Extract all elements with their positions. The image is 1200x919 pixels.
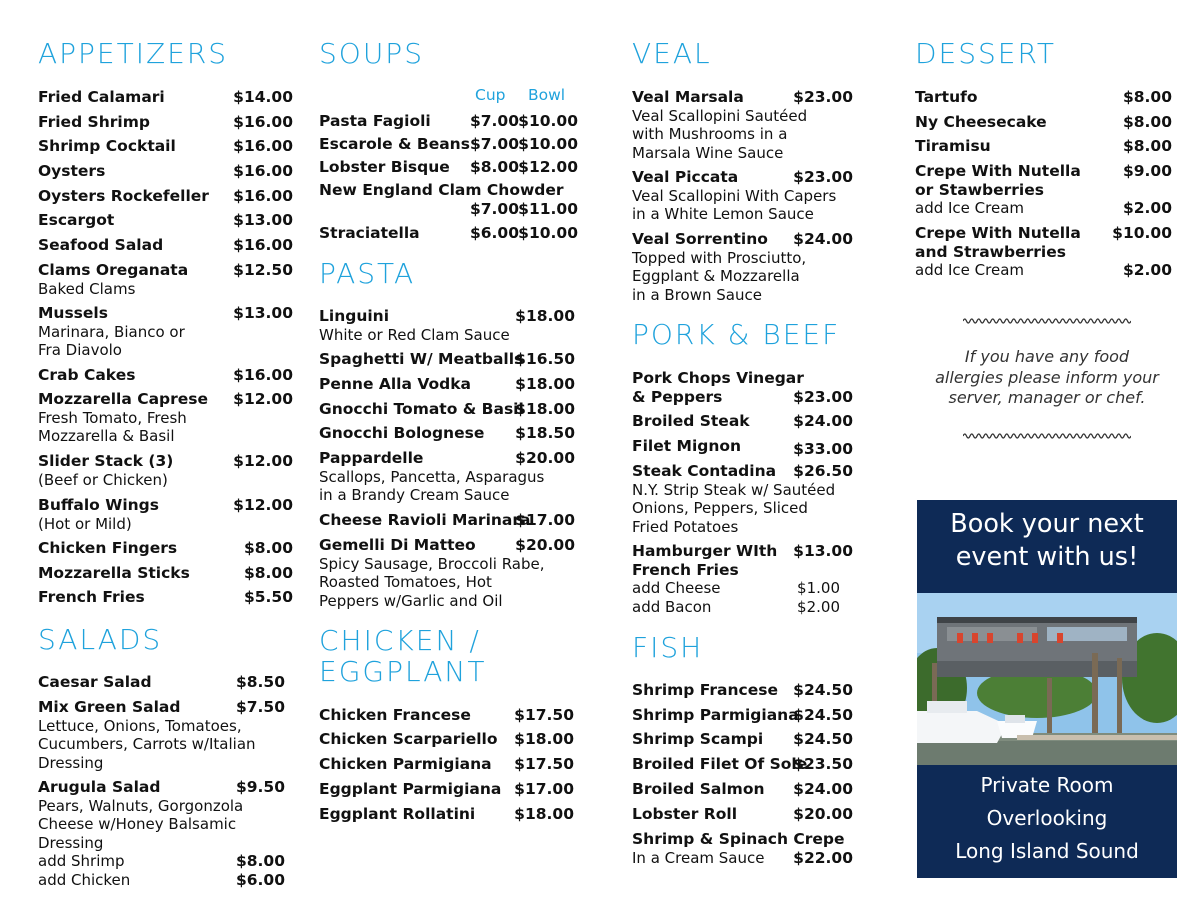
promo-subline-line: Long Island Sound [955, 839, 1139, 863]
menu-item-price: $16.00 [233, 162, 293, 180]
wave-divider-top-icon [963, 316, 1131, 326]
promo-headline-line: event with us! [955, 542, 1139, 572]
menu-item-price: $13.00 [793, 542, 853, 560]
menu-item-price: $23.00 [793, 168, 853, 186]
menu-item-price: $8.00 [243, 539, 293, 557]
menu-item-name: Filet Mignon [632, 437, 742, 455]
menu-item-price: $5.50 [243, 588, 293, 606]
menu-item-name: French Fries [632, 560, 739, 579]
soup-cup-price: $6.00 [469, 224, 519, 242]
menu-item-price: $23.50 [793, 755, 853, 773]
menu-item-price: $18.00 [515, 400, 575, 418]
menu-item-name: Pappardelle [319, 449, 424, 467]
menu-item-price: $20.00 [515, 536, 575, 554]
menu-item-name: Caesar Salad [38, 673, 152, 691]
menu-item-price: $17.50 [514, 706, 574, 724]
menu-item-name: Oysters Rockefeller [38, 187, 209, 205]
section-title-pasta: PASTA [319, 257, 416, 290]
menu-item-name: Ny Cheesecake [915, 113, 1047, 131]
menu-item-description: Topped with Prosciutto, [632, 248, 807, 267]
menu-item-price: $23.00 [793, 88, 853, 106]
soup-bowl-price: $10.00 [518, 135, 578, 153]
soup-bowl-label: Bowl [528, 86, 566, 104]
menu-item-price: $23.00 [793, 388, 853, 406]
menu-item-name: New England Clam Chowder [319, 181, 564, 199]
soup-bowl-price: $12.00 [518, 158, 578, 176]
menu-item-price: $18.50 [515, 424, 575, 442]
addon-name: add Bacon [632, 598, 712, 616]
menu-item-description: Veal Scallopini With Capers [632, 186, 837, 205]
menu-item-name: Chicken Scarpariello [319, 730, 498, 748]
menu-item-description: Dressing [38, 833, 104, 852]
menu-item-price: $18.00 [515, 307, 575, 325]
menu-item-name: Steak Contadina [632, 462, 777, 480]
menu-item-description: Spicy Sausage, Broccoli Rabe, [319, 554, 545, 573]
menu-item-name: Crepe With Nutella [915, 224, 1081, 242]
menu-item-name: Gnocchi Tomato & Basil [319, 400, 524, 418]
menu-item-price: $16.00 [233, 187, 293, 205]
section-title-veal: VEAL [632, 37, 712, 70]
menu-item-description: Baked Clams [38, 279, 136, 298]
menu-item-description: with Mushrooms in a [632, 125, 788, 143]
menu-item-name: Tiramisu [915, 137, 991, 155]
menu-item-price: $33.00 [793, 440, 853, 458]
menu-item-description: Pears, Walnuts, Gorgonzola [38, 796, 244, 815]
menu-item-price: $16.00 [233, 137, 293, 155]
menu-item-description: Scallops, Pancetta, Asparagus [319, 467, 545, 486]
menu-item-name: Shrimp Cocktail [38, 137, 176, 155]
menu-item-price: $8.00 [1122, 137, 1172, 155]
menu-item-name: Oysters [38, 162, 106, 180]
menu-item-description: Lettuce, Onions, Tomatoes, [38, 716, 242, 735]
menu-item-price: $13.00 [233, 304, 293, 322]
menu-item-name: or Stawberries [915, 180, 1044, 199]
menu-item-description: Cucumbers, Carrots w/Italian [38, 735, 256, 753]
menu-item-description: Onions, Peppers, Sliced [632, 499, 808, 517]
addon-price: $8.00 [235, 852, 285, 870]
menu-item-name: Chicken Fingers [38, 539, 178, 557]
menu-item-name: Shrimp Scampi [632, 730, 764, 748]
event-promo-panel [917, 500, 1177, 878]
menu-item-name: Mussels [38, 304, 108, 322]
section-title-pork-beef: PORK & BEEF [632, 318, 841, 351]
menu-item-description: Veal Scallopini Sautéed [632, 106, 808, 125]
promo-subline [917, 769, 1177, 868]
menu-item-name: Slider Stack (3) [38, 452, 174, 470]
menu-item-name: Crepe With Nutella [915, 162, 1081, 180]
menu-item-price: $8.00 [243, 564, 293, 582]
section-title-appetizers: APPETIZERS [38, 37, 229, 70]
menu-item-description: Fried Potatoes [632, 517, 739, 536]
menu-item-description: Dressing [38, 753, 104, 772]
promo-headline [917, 508, 1177, 574]
menu-item-price: $16.00 [233, 236, 293, 254]
menu-item-name: Arugula Salad [38, 778, 161, 796]
allergy-note-line: If you have any food [964, 347, 1130, 366]
menu-item-price: $20.00 [515, 449, 575, 467]
menu-item-description: White or Red Clam Sauce [319, 325, 510, 344]
menu-item-name: Gnocchi Bolognese [319, 424, 485, 442]
menu-item-price: $24.50 [793, 706, 853, 724]
menu-item-price: $12.00 [233, 390, 293, 408]
addon-name: add Cheese [632, 579, 721, 597]
menu-item-name: Veal Sorrentino [632, 230, 768, 248]
menu-item-price: $8.00 [1122, 88, 1172, 106]
menu-item-description: in a White Lemon Sauce [632, 205, 814, 223]
addon-name: add Ice Cream [915, 199, 1025, 217]
promo-subline-line: Overlooking [986, 806, 1108, 830]
menu-item-name: Penne Alla Vodka [319, 375, 471, 393]
menu-item-description: Eggplant & Mozzarella [632, 267, 800, 285]
menu-item-name: Clams Oreganata [38, 261, 189, 279]
menu-item-name: Tartufo [915, 88, 978, 106]
menu-item-name: Veal Marsala [632, 88, 744, 106]
section-title-chicken-line2: EGGPLANT [319, 655, 487, 688]
menu-item-name: Straciatella [319, 224, 420, 242]
menu-item-price: $24.50 [793, 730, 853, 748]
menu-item-name: Cheese Ravioli Marinara [319, 511, 531, 529]
menu-item-name: Escargot [38, 211, 115, 229]
menu-item-price: $17.00 [514, 780, 574, 798]
menu-item-name: Chicken Francese [319, 706, 471, 724]
menu-item-price: $8.50 [235, 673, 285, 691]
soup-cup-price: $7.00 [469, 135, 519, 153]
menu-item-name: Veal Piccata [632, 168, 739, 186]
menu-item-description: Marsala Wine Sauce [632, 143, 784, 162]
menu-item-name: Mix Green Salad [38, 698, 181, 716]
menu-item-name: Mozzarella Caprese [38, 390, 209, 408]
menu-item-price: $18.00 [515, 375, 575, 393]
menu-item-price: $24.00 [793, 412, 853, 430]
promo-headline-line: Book your next [950, 509, 1144, 539]
menu-item-name: Seafood Salad [38, 236, 164, 254]
menu-item-price: $24.50 [793, 681, 853, 699]
menu-item-price: $18.00 [514, 805, 574, 823]
menu-item-price: $12.00 [233, 496, 293, 514]
menu-item-name: Shrimp Francese [632, 681, 778, 699]
menu-item-description: Fresh Tomato, Fresh [38, 408, 187, 427]
promo-subline-line: Private Room [980, 773, 1114, 797]
menu-item-name: Broiled Steak [632, 412, 750, 430]
menu-item-description: Cheese w/Honey Balsamic [38, 815, 237, 833]
menu-item-name: Eggplant Parmigiana [319, 780, 502, 798]
menu-item-description: in a Brandy Cream Sauce [319, 486, 510, 504]
soup-bowl-price: $10.00 [518, 112, 578, 130]
menu-item-price: $9.00 [1122, 162, 1172, 180]
menu-item-name: Broiled Filet Of Sole [632, 755, 808, 773]
section-title-fish: FISH [632, 631, 704, 664]
menu-item-name: Eggplant Rollatini [319, 805, 476, 823]
addon-price: $2.00 [1122, 199, 1172, 217]
addon-price: $2.00 [797, 598, 840, 616]
menu-item-price: $17.00 [515, 511, 575, 529]
menu-item-name: Hamburger WIth [632, 542, 778, 560]
menu-item-name: Pasta Fagioli [319, 112, 431, 130]
section-title-chicken-line1: CHICKEN / [319, 624, 481, 657]
soup-cup-label: Cup [475, 86, 506, 104]
menu-item-description: Fra Diavolo [38, 341, 122, 359]
addon-price: $1.00 [797, 579, 840, 597]
menu-item-description: In a Cream Sauce [632, 848, 765, 867]
menu-item-name: Shrimp & Spinach Crepe [632, 830, 845, 848]
menu-item-description: (Hot or Mild) [38, 514, 132, 533]
menu-item-name: Lobster Bisque [319, 158, 450, 176]
menu-item-price: $24.00 [793, 230, 853, 248]
addon-name: add Chicken [38, 871, 131, 889]
menu-item-price: $26.50 [793, 462, 853, 480]
menu-item-description: Marinara, Bianco or [38, 322, 185, 341]
allergy-note-line: server, manager or chef. [948, 388, 1146, 407]
soup-bowl-price: $10.00 [518, 224, 578, 242]
section-title-soups: SOUPS [319, 37, 424, 70]
menu-item-price: $8.00 [1122, 113, 1172, 131]
menu-item-name: Gemelli Di Matteo [319, 536, 476, 554]
wave-divider-bottom-icon [963, 431, 1131, 441]
menu-item-name: Broiled Salmon [632, 780, 765, 798]
menu-item-name: and Strawberries [915, 242, 1066, 261]
menu-item-description: (Beef or Chicken) [38, 470, 168, 489]
menu-item-description: Peppers w/Garlic and Oil [319, 591, 503, 610]
menu-item-price: $16.00 [233, 113, 293, 131]
menu-item-price: $13.00 [233, 211, 293, 229]
addon-name: add Shrimp [38, 852, 125, 870]
section-title-dessert: DESSERT [915, 37, 1057, 70]
allergy-note-line: allergies please inform your [935, 367, 1159, 387]
menu-item-price: $17.50 [514, 755, 574, 773]
menu-item-price: $10.00 [1112, 224, 1172, 242]
menu-item-description: in a Brown Sauce [632, 285, 762, 304]
menu-item-name: Pork Chops Vinegar [632, 369, 804, 387]
menu-item-price: $9.50 [235, 778, 285, 796]
menu-item-price: $12.00 [233, 452, 293, 470]
soup-cup-price: $7.00 [469, 112, 519, 130]
menu-item-price: $16.00 [233, 366, 293, 384]
menu-item-name: & Peppers [632, 387, 723, 406]
menu-item-name: Mozzarella Sticks [38, 564, 190, 582]
addon-price: $6.00 [235, 871, 285, 889]
addon-price: $2.00 [1122, 261, 1172, 279]
menu-item-price: $24.00 [793, 780, 853, 798]
allergy-note [917, 347, 1177, 409]
menu-item-description: N.Y. Strip Steak w/ Sautéed [632, 480, 836, 499]
menu-item-name: Escarole & Beans [319, 135, 470, 153]
menu-item-name: Buffalo Wings [38, 496, 159, 514]
menu-item-price: $16.50 [515, 350, 575, 368]
menu-item-name: Fried Shrimp [38, 113, 150, 131]
menu-item-price: $14.00 [233, 88, 293, 106]
menu-item-price: $7.50 [235, 698, 285, 716]
menu-item-name: Crab Cakes [38, 366, 136, 384]
menu-item-price: $18.00 [514, 730, 574, 748]
menu-item-name: Linguini [319, 307, 390, 325]
menu-item-price: $20.00 [793, 805, 853, 823]
soup-cup-price: $7.00 [469, 200, 519, 218]
soup-bowl-price: $11.00 [518, 200, 578, 218]
restaurant-waterfront-photo [917, 593, 1177, 765]
menu-item-name: Shrimp Parmigiana [632, 706, 799, 724]
addon-name: add Ice Cream [915, 261, 1025, 279]
menu-item-name: French Fries [38, 588, 145, 606]
menu-item-name: Lobster Roll [632, 805, 738, 823]
menu-item-name: Fried Calamari [38, 88, 165, 106]
soup-cup-price: $8.00 [469, 158, 519, 176]
menu-item-description: Roasted Tomatoes, Hot [319, 573, 492, 591]
menu-item-price: $12.50 [233, 261, 293, 279]
menu-item-name: Spaghetti W/ Meatballs [319, 350, 524, 368]
menu-item-name: Chicken Parmigiana [319, 755, 492, 773]
menu-item-price: $22.00 [793, 848, 853, 867]
section-title-salads: SALADS [38, 623, 163, 656]
menu-item-description: Mozzarella & Basil [38, 427, 175, 445]
